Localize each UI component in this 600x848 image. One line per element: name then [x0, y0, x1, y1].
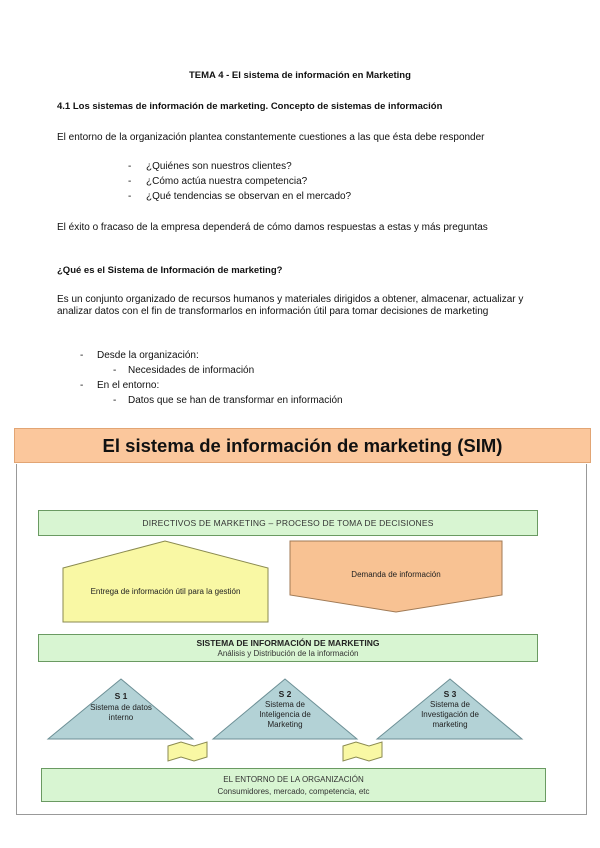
question-heading: ¿Qué es el Sistema de Información de marketing? — [57, 265, 283, 276]
list-dash: - — [113, 395, 117, 406]
list-item: Desde la organización: — [97, 350, 199, 361]
entrega-arrow-shape — [63, 541, 268, 622]
entorno-title: EL ENTORNO DE LA ORGANIZACIÓN — [223, 775, 364, 784]
sim-box-title: SISTEMA DE INFORMACIÓN DE MARKETING — [196, 638, 380, 648]
directivos-box — [38, 510, 538, 536]
list-dash: - — [80, 380, 84, 391]
question-item: ¿Qué tendencias se observan en el mercado? — [146, 191, 352, 202]
s2-code: S 2 — [278, 689, 292, 699]
list-item: En el entorno: — [97, 380, 160, 391]
s1-code: S 1 — [114, 691, 128, 701]
entrega-label: Entrega de información útil para la gestión — [90, 587, 241, 596]
page-title: TEMA 4 - El sistema de información en Marketing — [189, 70, 411, 81]
list-dash: - — [80, 350, 84, 361]
directivos-label: DIRECTIVOS DE MARKETING – PROCESO DE TOMA DE DECISIONES — [142, 518, 434, 528]
section-heading: 4.1 Los sistemas de información de marketing. Concepto de sistemas de información — [57, 101, 443, 112]
question-item: ¿Cómo actúa nuestra competencia? — [146, 176, 308, 187]
sim-box — [38, 634, 538, 662]
s3-name: Sistema de Investigación de marketing — [421, 700, 479, 729]
s2-name: Sistema de Inteligencia de Marketing — [259, 700, 311, 729]
demanda-label: Demanda de información — [351, 570, 441, 579]
intro-paragraph: El entorno de la organización plantea constantemente cuestiones a las que ésta debe responder — [57, 132, 485, 143]
s3-code: S 3 — [443, 689, 457, 699]
question-dash: - — [128, 161, 132, 172]
s1-name: Sistema de datos interno — [90, 703, 152, 722]
question-item: ¿Quiénes son nuestros clientes? — [146, 161, 292, 172]
connector-left-shape — [168, 742, 207, 761]
list-subitem: Datos que se han de transformar en información — [128, 395, 343, 406]
entorno-subtitle: Consumidores, mercado, competencia, etc — [217, 787, 370, 796]
sim-diagram-title: El sistema de información de marketing (SIM) — [14, 428, 591, 463]
question-dash: - — [128, 191, 132, 202]
entorno-box — [41, 768, 546, 802]
connector-right-shape — [343, 742, 382, 761]
question-dash: - — [128, 176, 132, 187]
sim-box-subtitle: Análisis y Distribución de la información — [217, 649, 359, 658]
success-paragraph: El éxito o fracaso de la empresa dependerá de cómo damos respuestas a estas y más preguntas — [57, 222, 488, 233]
list-subitem: Necesidades de información — [128, 365, 255, 376]
list-dash: - — [113, 365, 117, 376]
definition-paragraph: Es un conjunto organizado de recursos humanos y materiales dirigidos a obtener, almacenar, actualizar y analizar datos con el fin de transformarlos en información útil para tomar decisiones de marketing — [57, 294, 524, 317]
